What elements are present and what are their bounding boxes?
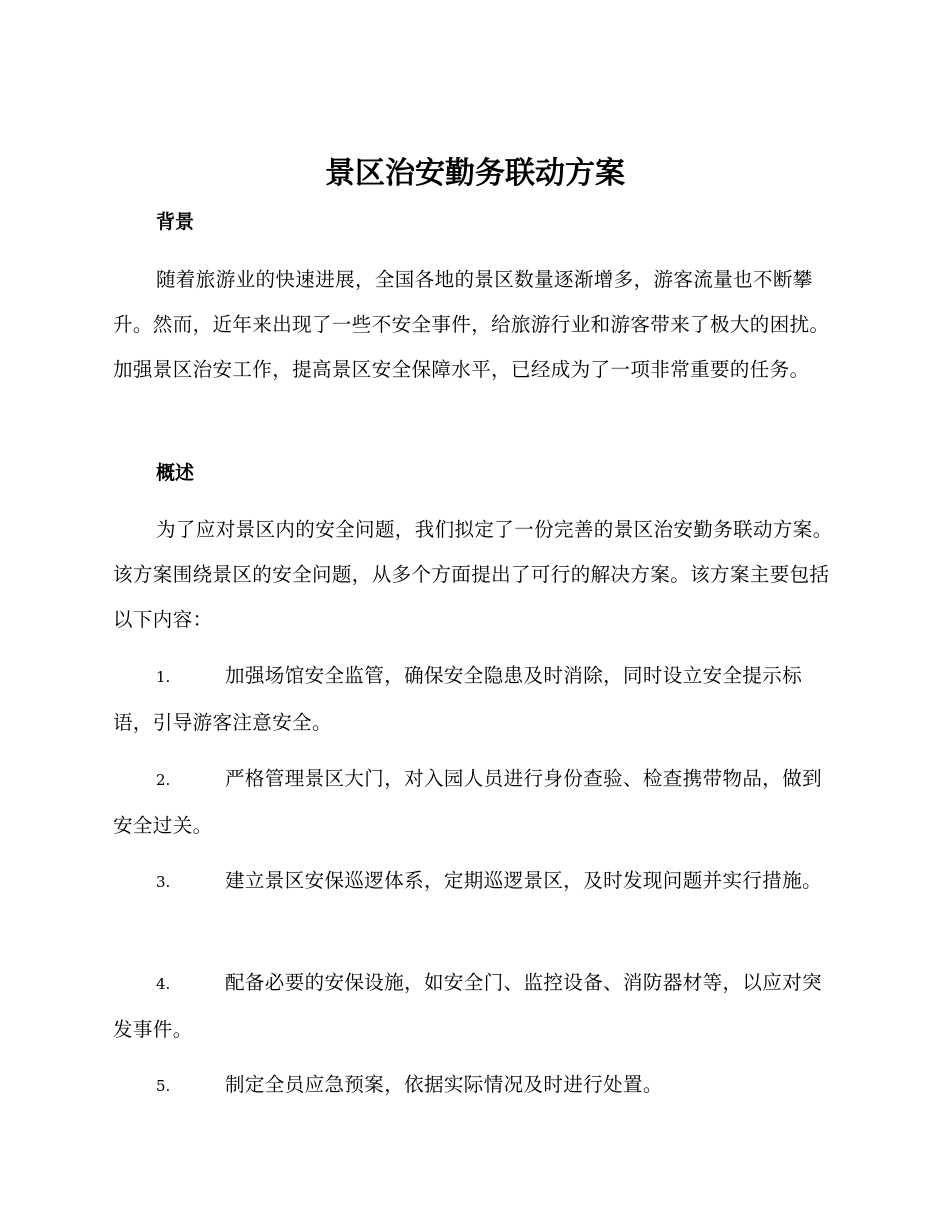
- list-item-number: 2.: [156, 771, 171, 789]
- list-item: [113, 1062, 838, 1109]
- list-item: [113, 653, 838, 745]
- section-heading-overview: 概述: [156, 462, 195, 484]
- list-item-text: 制定全员应急预案，依据实际情况及时进行处置。: [225, 1073, 663, 1096]
- list-item: [113, 756, 838, 848]
- list-item-number: 4.: [156, 975, 171, 993]
- list-item-number: 5.: [156, 1077, 171, 1095]
- list-item: [113, 960, 838, 1052]
- list-item-number: 3.: [156, 873, 171, 891]
- background-paragraph: 随着旅游业的快速进展，全国各地的景区数量逐渐增多，游客流量也不断攀升。然而，近年来出现了一些不安全事件，给旅游行业和游客带来了极大的困扰。加强景区治安工作，提高景区安全保障水平，已经成为了一项非常重要的任务。: [113, 268, 830, 381]
- list-item-number: 1.: [156, 668, 171, 686]
- overview-paragraph: 为了应对景区内的安全问题，我们拟定了一份完善的景区治安勤务联动方案。该方案围绕景区的安全问题，从多个方面提出了可行的解决方案。该方案主要包括以下内容：: [113, 518, 833, 631]
- list-item-text: 建立景区安保巡逻体系，定期巡逻景区，及时发现问题并实行措施。: [225, 869, 823, 892]
- section-heading-background: 背景: [156, 211, 195, 233]
- list-item-text: 加强场馆安全监管，确保安全隐患及时消除，同时设立安全提示标语，引导游客注意安全。: [113, 664, 803, 734]
- list-item-text: 配备必要的安保设施，如安全门、监控设备、消防器材等，以应对突发事件。: [113, 971, 823, 1041]
- list-item: [113, 858, 838, 905]
- document-title: 景区治安勤务联动方案: [325, 156, 625, 191]
- list-item-text: 严格管理景区大门，对入园人员进行身份查验、检查携带物品，做到安全过关。: [113, 767, 823, 837]
